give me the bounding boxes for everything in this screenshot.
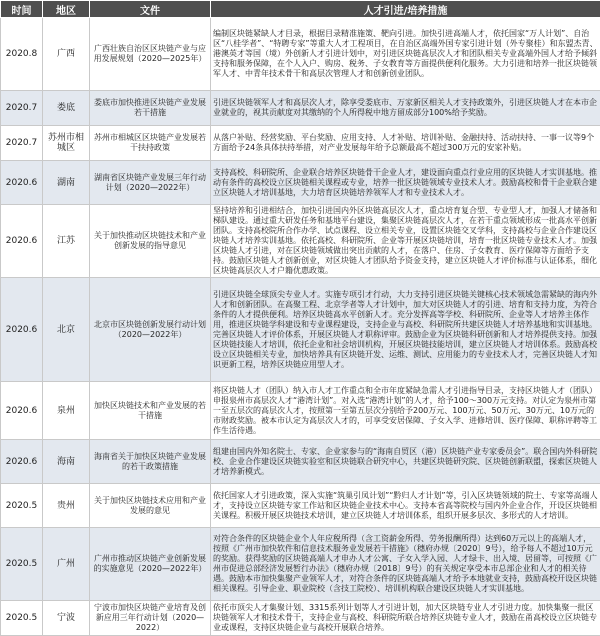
time-cell: 2020.7: [1, 91, 43, 126]
measures-cell: 将区块链人才（团队）纳入市人才工作重点和全市年度紧缺急需人才引进指导目录，支持区块链人才（团队）申报泉州市高层次人才“港湾计划”。对入选“港湾计划”的人才，给予100～300万元支持。对认定为泉州市第一至五层次的高层次人才，按照第一至第五层次分别给予200万元、100万元、50万元、30万元、10万元的市财政奖励。被本市认定为高层次人才的，可享受安居保障、子女入学、进修培训、医疗保障、职称评聘等工作生活待遇。: [211, 382, 600, 440]
region-cell: 娄底: [43, 91, 90, 126]
table-row: [1, 126, 600, 161]
document-cell: 关于加快区块链技术应用和产业发展的意见: [90, 484, 211, 528]
region-cell: 北京: [43, 278, 90, 382]
table-row: [1, 161, 600, 205]
header-region: 地区: [43, 1, 90, 18]
measures-cell: 对符合条件的区块链企业个人年应税所得（含工资薪金所得、劳务报酬所得）达到60万元以上的高端人才，按照《广州市加快软件和信息技术服务业发展若干措施》（穗府办规〔2020〕9号），给予每人不超过10万元的奖励。获得奖励的区块链高端人才申办人才公寓、子女入学入园、人才绿卡、出入境、居留等，可按照《广州市促进总部经济发展暂行办法》（穗府办规〔2018〕9号）的有关规定享受本市总部企业和人才的相关待遇。鼓励本市加快集聚产业领军人才，对符合条件的区块链高端人才给予本地就业支持，鼓励高校开设区块链相关课程。引导企业、职业院校（含技工院校）、培训机构联合建设区块链人才实训基地。: [211, 528, 600, 601]
region-cell: 广州: [43, 528, 90, 601]
table-row: [1, 91, 600, 126]
time-cell: 2020.5: [1, 484, 43, 528]
document-cell: 北京市区块链创新发展行动计划（2020—2022年）: [90, 278, 211, 382]
time-cell: 2020.6: [1, 440, 43, 484]
header-document: 文件: [90, 1, 211, 18]
region-cell: 宁波: [43, 601, 90, 636]
document-cell: 加快区块链技术和产业发展的若干措施: [90, 382, 211, 440]
time-cell: 2020.6: [1, 205, 43, 278]
region-cell: 苏州市相城区: [43, 126, 90, 161]
document-cell: 娄底市加快推进区块链产业发展若干措施: [90, 91, 211, 126]
measures-cell: 依托国家人才引进政策，深入实施“筑巢引凤计划”“黔归人才计划”等，引入区块链领域的院士、专家等高端人才，支持设立区块链专家工作站和区块链企业技术中心。支持本省高等院校与国内外企业合作，开设区块链相关课程。积极开展区块链技术培训，建立区块链人才培训体系，组织开展多层次、多形式的人才培训。: [211, 484, 600, 528]
region-cell: 贵州: [43, 484, 90, 528]
document-cell: 广西壮族自治区区块链产业与应用发展规划（2020—2025年）: [90, 18, 211, 91]
time-cell: 2020.6: [1, 161, 43, 205]
time-cell: 2020.6: [1, 278, 43, 382]
time-cell: 2020.8: [1, 18, 43, 91]
table-row: [1, 205, 600, 278]
document-cell: 宁波市加快区块链产业培育及创新应用三年行动计划（2020—2022）: [90, 601, 211, 636]
measures-cell: 组建由国内外知名院士、专家、企业家参与的“海南自贸区（港）区块链产业专家委员会”。联合国内外科研院校、企业合作建设区块链实验室和区块链联合研究中心，共建区块链研究院、区块链创新联盟，探索区块链人才培养新模式。: [211, 440, 600, 484]
measures-cell: 坚持培养和引进相结合，加快引进国内外区块链高层次人才，重点培育复合型、专业型人才，加强人才储备和梯队建设。通过重大研发任务和基地平台建设，集聚区块链高层次人才，在若干重点领域形成一批高水平创新团队。支持高校院所合作办学、试点课程、设立相关专业，设置区块链交叉学科，支持高校与企业合作建设区块链人才培养实训基地。依托高校、科研院所、企业等开展区块链培训，培育一批区块链专业技术人才。加强区块链人才引进，对在区块链领域做出突出贡献的人才，在落户、住房、子女教育、医疗保障等方面给予支持。鼓励区块链人才创新创业，对区块链人才团队给予资金支持，建立区块链人才评价标准与认证体系，细化区块链高层次人才户籍优惠政策。: [211, 205, 600, 278]
document-cell: 广州市推动区块链产业创新发展的实施意见（2020—2022年）: [90, 528, 211, 601]
time-cell: 2020.6: [1, 382, 43, 440]
measures-cell: 引进区块链领军人才和高层次人才，除享受娄底市、万家新区相关人才支持政策外，引进区块链人才在本市企业就业的，视其贡献度对其缴纳的个人所得税中地方留成部分100%给予奖励。: [211, 91, 600, 126]
measures-cell: 从落户补贴、经营奖励、平台奖励、应用支持、人才补贴、培训补贴、金融扶持、活动扶持、一事一议等9个方面给予24条具体扶持举措，对产业发展每年给予总额最高不超过300万元的安家补贴。: [211, 126, 600, 161]
time-cell: 2020.7: [1, 126, 43, 161]
region-cell: 广西: [43, 18, 90, 91]
document-cell: 关于加快推动区块链技术和产业创新发展的指导意见: [90, 205, 211, 278]
document-cell: 湖南省区块链产业发展三年行动计划（2020—2022年）: [90, 161, 211, 205]
measures-cell: 编制区块链紧缺人才目录，根据目录精准施策、靶向引进。加快引进高端人才，依托国家“万人计划”、自治区“八桂学者”、“特聘专家”等重大人才工程项目，在自治区高端外国专家引进计划（外专聚桂）和东盟杰青、港澳英才等国（境）外创新人才引进计划中，对引进区块链高层次人才和团队相关专业高端外国人才给予倾斜支持和服务保障，在个人入户、购房、税务、子女教育等方面提供便利化服务。大力引进和培养一批区块链领军人才、中青年技术骨干和高层次管理人才和创新创业团队。: [211, 18, 600, 91]
region-cell: 泉州: [43, 382, 90, 440]
document-cell: 苏州市相城区区块链产业发展若干扶持政策: [90, 126, 211, 161]
region-cell: 湖南: [43, 161, 90, 205]
table-row: [1, 18, 600, 91]
region-cell: 海南: [43, 440, 90, 484]
table-row: [1, 278, 600, 382]
table-row: [1, 382, 600, 440]
table-row: [1, 484, 600, 528]
document-cell: 海南省关于加快区块链产业发展的若干政策措施: [90, 440, 211, 484]
header-measures: 人才引进/培养措施: [211, 1, 600, 18]
measures-cell: 引进区块链全球顶尖专业人才。实施专项引才行动，大力支持引进区块链关键核心技术领域急需紧缺的海内外人才和创新团队。在高聚工程、北京学者等人才计划中，加大对区块链人才的引进、培育和支持力度，为符合条件的人才提供便利。培养区块链高水平创新人才。充分发挥高等学校、科研院所、企业等人才培养主体作用，推进区块链学科建设和专业课程建设，支持企业与高校、科研院所共建区块链人才培养基地和实训基地。完善区块链人才评价体系，开展区块链人才职称评审。鼓励企业为区块链科研创新和人才培养提供支持。加强区块链技能人才培训，依托企业和社会培训机构，开展区块链技能培训，建立区块链人才培训体系。鼓励高校设立区块链相关专业，加快培养具有区块链开发、运维、测试、应用能力的专业技术人才，完善区块链人才知识更新工程，培养区块链应用型人才。: [211, 278, 600, 382]
measures-cell: 支持高校、科研院所、企业联合培养区块链骨干企业人才，建设面向重点行业应用的区块链人才实训基地。推动有条件的高校设立区块链相关课程或专业，培养一批区块链领域专业技术人才。鼓励高校和骨干企业联合建立区块链人才培训基地，大力培育区块链培养领军人才和专业技术人才。: [211, 161, 600, 205]
time-cell: 2020.5: [1, 528, 43, 601]
table-row: [1, 601, 600, 636]
measures-cell: 依托市顶尖人才集聚计划、3315系列计划等人才引进计划，加大区块链专业人才引进力度。加快集聚一批区块链领军人才和技术骨干，支持企业与高校、科研院所联合培养区块链专业人才，鼓励在甬高校设立区块链专业或课程，支持区块链企业与高校开展联合培养。: [211, 601, 600, 636]
header-time: 时间: [1, 1, 43, 18]
table-row: [1, 528, 600, 601]
region-cell: 江苏: [43, 205, 90, 278]
header-row: [1, 1, 600, 18]
table-row: [1, 440, 600, 484]
time-cell: 2020.5: [1, 601, 43, 636]
